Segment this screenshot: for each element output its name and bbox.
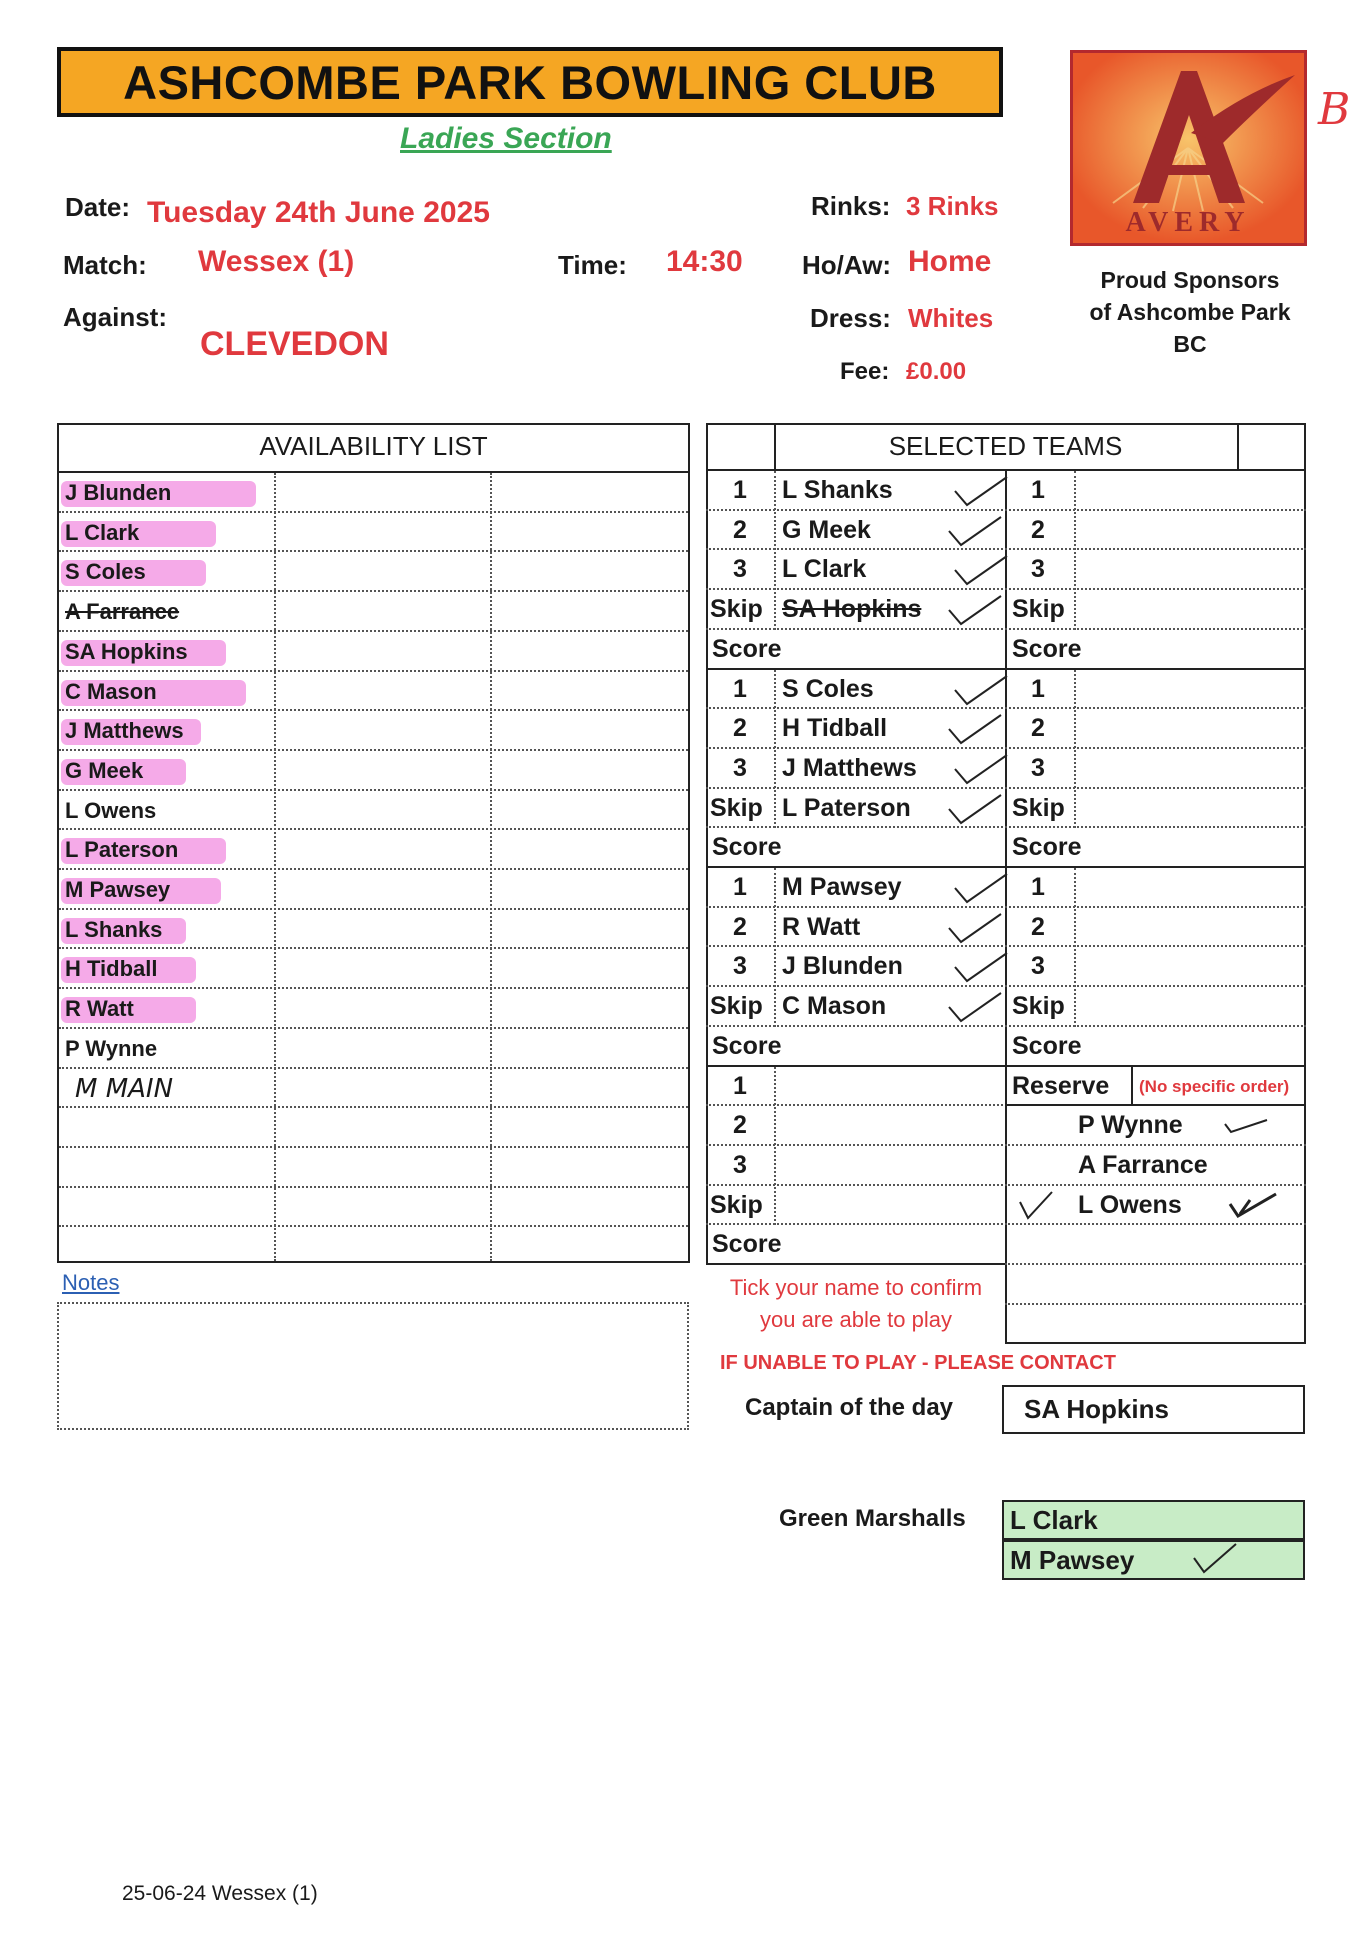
opponent-position: 1 xyxy=(1031,674,1045,703)
player-name[interactable]: J Blunden xyxy=(782,952,903,981)
captain-value: SA Hopkins xyxy=(1002,1385,1305,1434)
opponent-score-label: Score xyxy=(1012,833,1082,862)
reserve-row-line xyxy=(1005,1303,1306,1305)
availability-name[interactable]: C Mason xyxy=(65,678,157,704)
opponent-position: 3 xyxy=(1031,952,1045,981)
availability-name[interactable]: H Tidball xyxy=(65,956,158,982)
column-divider xyxy=(774,471,776,630)
reserve-name[interactable]: P Wynne xyxy=(1078,1111,1183,1140)
availability-row-line xyxy=(59,1067,688,1069)
availability-row-line xyxy=(59,709,688,711)
green-marshalls-label: Green Marshalls xyxy=(779,1505,966,1532)
score-label: Score xyxy=(712,833,782,862)
hoaw-value: Home xyxy=(908,245,992,278)
tick-icon xyxy=(951,473,1011,511)
club-banner xyxy=(57,47,1003,117)
tick-icon xyxy=(951,870,1011,908)
column-divider xyxy=(1074,868,1076,1027)
availability-name[interactable]: A Farrance xyxy=(65,599,180,625)
tick-note-line-1: Tick your name to confirm xyxy=(729,1275,983,1300)
position-label: 2 xyxy=(733,515,747,544)
score-label: Score xyxy=(712,1031,782,1060)
opponent-position: 3 xyxy=(1031,555,1045,584)
tick-icon xyxy=(1190,1540,1240,1580)
opponent-position: 2 xyxy=(1031,515,1045,544)
player-name[interactable]: C Mason xyxy=(782,992,887,1021)
position-label: 3 xyxy=(733,952,747,981)
player-name[interactable]: L Shanks xyxy=(782,476,893,504)
player-name[interactable]: J Matthews xyxy=(782,753,917,782)
position-label: 1 xyxy=(733,1071,747,1100)
position-label: 2 xyxy=(733,912,747,941)
availability-row-line xyxy=(59,1186,688,1188)
tick-note-line-2: you are able to play xyxy=(759,1307,953,1332)
team-row-line xyxy=(706,1025,1306,1027)
opponent-position: 2 xyxy=(1031,714,1045,743)
opponent-position: 2 xyxy=(1031,912,1045,941)
green-marshall-1: L Clark xyxy=(1002,1500,1305,1540)
position-label: 1 xyxy=(733,873,747,901)
position-label: 1 xyxy=(733,674,747,703)
availability-row-line xyxy=(59,1225,688,1227)
reserve-name[interactable]: L Owens xyxy=(1078,1190,1182,1219)
unable-note: IF UNABLE TO PLAY - PLEASE CONTACT xyxy=(720,1352,1116,1374)
tick-icon xyxy=(1221,1110,1271,1140)
availability-name[interactable]: M Pawsey xyxy=(65,877,171,902)
player-name[interactable]: H Tidball xyxy=(782,714,888,743)
opponent-position: Skip xyxy=(1012,992,1065,1021)
opponent-score-label: Score xyxy=(1012,1031,1082,1060)
tick-icon xyxy=(945,910,1005,948)
availability-row-line xyxy=(59,511,688,513)
against-value: CLEVEDON xyxy=(200,325,389,363)
reserve-row-line xyxy=(1005,1223,1306,1225)
availability-name[interactable]: J Blunden xyxy=(65,480,172,505)
availability-row-line xyxy=(59,987,688,989)
opponent-position: 1 xyxy=(1031,476,1045,504)
player-name[interactable]: SA Hopkins xyxy=(782,595,922,624)
opponent-position: Skip xyxy=(1012,595,1065,624)
sponsor-line-1: Proud Sponsors xyxy=(1100,267,1280,293)
availability-table xyxy=(57,423,690,1263)
availability-row-line xyxy=(59,550,688,552)
club-name: ASHCOMBE PARK BOWLING CLUB xyxy=(123,55,937,109)
reserve-divider xyxy=(1131,1067,1133,1107)
reserve-note: (No specific order) xyxy=(1139,1076,1290,1096)
opponent-position: Skip xyxy=(1012,793,1065,822)
date-value: Tuesday 24th June 2025 xyxy=(147,196,490,229)
column-divider xyxy=(774,670,776,829)
opponent-position: 1 xyxy=(1031,873,1045,901)
position-label: Skip xyxy=(710,595,763,624)
sponsor-logo-text: AVERY xyxy=(1125,207,1251,238)
availability-name[interactable]: L Paterson xyxy=(65,837,179,863)
tick-icon xyxy=(945,791,1005,829)
player-name[interactable]: M Pawsey xyxy=(782,873,902,901)
green-marshall-2: M Pawsey xyxy=(1002,1540,1305,1580)
availability-name[interactable]: P Wynne xyxy=(65,1035,158,1061)
availability-row-line xyxy=(59,868,688,870)
availability-name[interactable]: SA Hopkins xyxy=(65,638,188,664)
player-name[interactable]: S Coles xyxy=(782,674,874,703)
dress-value: Whites xyxy=(908,303,994,333)
reserve-name[interactable]: A Farrance xyxy=(1078,1150,1208,1179)
availability-name[interactable]: M MAIN xyxy=(75,1073,174,1104)
sponsor-logo xyxy=(1070,50,1307,246)
availability-row-line xyxy=(59,908,688,910)
position-label: 2 xyxy=(733,1111,747,1140)
position-label: Skip xyxy=(710,992,763,1021)
selected-teams-table xyxy=(706,423,1306,1263)
tick-icon xyxy=(1226,1188,1286,1222)
availability-name[interactable]: L Clark xyxy=(65,519,140,545)
opponent-position: 3 xyxy=(1031,753,1045,782)
fee-label: Fee: xyxy=(840,358,890,385)
selected-teams-title: SELECTED TEAMS xyxy=(888,431,1123,461)
captain-label: Captain of the day xyxy=(745,1394,954,1421)
position-label: 2 xyxy=(733,714,747,743)
tick-icon xyxy=(951,672,1011,710)
availability-name[interactable]: J Matthews xyxy=(65,718,184,744)
column-divider xyxy=(1074,670,1076,829)
availability-row-line xyxy=(59,947,688,949)
position-label: 3 xyxy=(733,1150,747,1179)
notes-label: Notes xyxy=(62,1270,120,1295)
handwritten-mark: B xyxy=(1318,84,1351,135)
sponsor-line-3: BC xyxy=(1173,331,1207,357)
tick-icon xyxy=(951,751,1011,789)
date-label: Date: xyxy=(65,192,131,222)
availability-row-line xyxy=(59,1106,688,1108)
tick-icon xyxy=(945,592,1005,630)
availability-name[interactable]: G Meek xyxy=(65,757,144,783)
availability-name[interactable]: L Owens xyxy=(65,797,157,823)
sponsor-text xyxy=(1060,264,1320,360)
reserve-label: Reserve xyxy=(1012,1071,1110,1100)
availability-row-line xyxy=(59,1027,688,1029)
column-divider xyxy=(774,1067,776,1226)
dress-label: Dress: xyxy=(810,303,891,333)
against-label: Against: xyxy=(63,302,167,332)
rinks-label: Rinks: xyxy=(811,191,891,221)
match-label: Match: xyxy=(63,250,147,280)
tick-icon xyxy=(951,552,1011,590)
match-value: Wessex (1) xyxy=(198,245,355,278)
tick-icon xyxy=(945,513,1005,551)
time-label: Time: xyxy=(558,250,627,280)
team-row-line xyxy=(706,628,1306,630)
position-label: 3 xyxy=(733,555,747,584)
score-label: Score xyxy=(712,634,782,663)
column-divider xyxy=(774,868,776,1027)
section-title: Ladies Section xyxy=(400,122,612,155)
notes-box[interactable] xyxy=(57,1302,689,1430)
availability-name[interactable]: L Shanks xyxy=(65,916,163,942)
availability-title: AVAILABILITY LIST xyxy=(259,431,488,461)
opponent-score-label: Score xyxy=(1012,634,1082,663)
fee-value: £0.00 xyxy=(906,358,967,385)
score-label: Score xyxy=(712,1230,782,1259)
position-label: 3 xyxy=(733,753,747,782)
footer-reference: 25-06-24 Wessex (1) xyxy=(122,1882,318,1905)
column-divider xyxy=(1074,471,1076,630)
availability-row-line xyxy=(59,789,688,791)
player-name[interactable]: G Meek xyxy=(782,515,871,544)
sponsor-line-2: of Ashcombe Park xyxy=(1089,299,1291,325)
rinks-value: 3 Rinks xyxy=(906,191,999,221)
tick-icon xyxy=(951,949,1011,987)
position-label: Skip xyxy=(710,1190,763,1219)
hoaw-label: Ho/Aw: xyxy=(802,250,892,280)
position-label: 1 xyxy=(733,476,747,504)
availability-row-line xyxy=(59,670,688,672)
availability-row-line xyxy=(59,630,688,632)
availability-name[interactable]: R Watt xyxy=(65,996,134,1022)
availability-row-line xyxy=(59,1146,688,1148)
tick-icon xyxy=(1016,1188,1056,1222)
tick-icon xyxy=(945,711,1005,749)
player-name[interactable]: R Watt xyxy=(782,912,861,941)
player-name[interactable]: L Clark xyxy=(782,555,867,584)
time-value: 14:30 xyxy=(666,245,743,278)
team-row-line xyxy=(706,826,1306,828)
reserve-row-line xyxy=(1005,1263,1306,1265)
tick-icon xyxy=(945,989,1005,1027)
availability-row-line xyxy=(59,828,688,830)
availability-row-line xyxy=(59,749,688,751)
player-name[interactable]: L Paterson xyxy=(782,793,911,822)
availability-row-line xyxy=(59,590,688,592)
position-label: Skip xyxy=(710,793,763,822)
availability-name[interactable]: S Coles xyxy=(65,559,146,585)
